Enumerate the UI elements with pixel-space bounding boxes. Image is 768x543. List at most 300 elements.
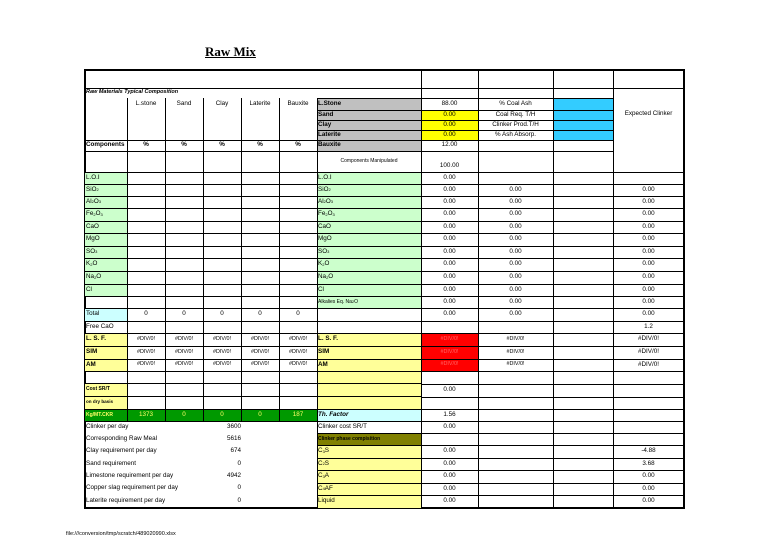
modulus-manip-label-2: AM	[317, 359, 421, 371]
modulus-label-0: L. S. F.	[85, 333, 127, 346]
material-cell	[279, 184, 317, 196]
oxide-expected-3: 0.00	[642, 210, 655, 218]
modulus-value-3: #DIV/0!	[251, 348, 269, 355]
oxide-expected-5: 0.00	[642, 235, 655, 243]
modulus-value-2: #DIV/0!	[213, 348, 231, 355]
material-cell	[165, 196, 203, 208]
grid-line	[85, 409, 421, 410]
total-manip: 0.00	[443, 310, 456, 318]
grid-line	[421, 271, 684, 272]
oxide-clinker-8: 0.00	[509, 273, 522, 281]
total-expected: 0.00	[642, 310, 655, 318]
modulus-value-0: #DIV/0!	[137, 361, 155, 368]
grid-line	[421, 445, 684, 446]
grid-line	[85, 333, 421, 334]
grid-line	[317, 120, 613, 121]
blank-cell	[613, 70, 684, 88]
oxide-value-1: 0.00	[443, 185, 456, 193]
grid-line	[317, 151, 613, 152]
oxide-value-4: 0.00	[443, 222, 456, 230]
phase-value-3: 0.00	[443, 484, 456, 492]
oxide-label-9: Cl	[85, 284, 127, 296]
coal-value-1	[553, 110, 613, 120]
feed-value-2: 0.00	[421, 120, 478, 130]
oxide-manip-label-7: K 2 O	[317, 258, 421, 271]
material-cell	[241, 233, 279, 246]
modulus-value-0: #DIV/0!	[137, 348, 155, 355]
coal-label-1: Coal Req. T/H	[495, 110, 536, 118]
modulus-manip-1: #DIV/0!	[421, 346, 478, 359]
material-cell	[165, 284, 203, 296]
oxide-label-7: K 2 O	[85, 258, 127, 271]
oxide-label-3: Fe 2 O 3	[85, 208, 127, 221]
modulus-value-1: #DIV/0!	[175, 348, 193, 355]
phase-label-0: C 3 S	[317, 445, 421, 458]
oxide-expected-4: 0.00	[642, 222, 655, 230]
grid-line	[317, 98, 613, 99]
oxide-label-2: Al 2 O 3	[85, 196, 127, 208]
grid-line	[165, 98, 166, 421]
material-cell	[165, 296, 203, 308]
modulus-value-1: #DIV/0!	[175, 335, 193, 342]
modulus-label-2: AM	[85, 359, 127, 371]
kg-value-1: 0	[165, 409, 203, 421]
oxide-label-8: Na 2 O	[85, 271, 127, 284]
coal-label-4	[478, 140, 553, 151]
grid-line	[85, 246, 421, 247]
material-cell	[279, 172, 317, 184]
grid-line	[85, 321, 421, 322]
oxide-manip-label-8: Na 2 O	[317, 271, 421, 284]
modulus-manip-0: #DIV/0!	[421, 333, 478, 346]
material-header-sand: Sand	[176, 99, 192, 107]
requirement-value-2: 674	[230, 447, 241, 455]
grid-line	[421, 470, 684, 471]
material-cell	[127, 221, 165, 233]
requirement-label-4: Limestone requirement per day	[86, 472, 174, 480]
oxide-manip-label-1: SiO 2	[317, 184, 421, 196]
grid-line	[85, 421, 421, 422]
grid-line	[421, 433, 684, 434]
requirement-value-0: 3600	[226, 422, 241, 430]
th-factor-label: Th. Factor	[317, 409, 421, 421]
oxide-label-6: SO 3	[85, 246, 127, 258]
material-cell	[165, 233, 203, 246]
phase-label-1: C 2 S	[317, 458, 421, 470]
oxide-clinker-4: 0.00	[509, 222, 522, 230]
oxide-expected-7: 0.00	[642, 260, 655, 268]
grid-line	[613, 70, 614, 508]
phase-caption: Clinker phase compisition	[317, 433, 421, 445]
oxide-value-7: 0.00	[443, 260, 456, 268]
material-cell	[241, 258, 279, 271]
feed-name-3: Laterite	[317, 130, 421, 140]
requirement-label-5: Copper slag requirement per day	[86, 484, 179, 492]
phase-expected-3: 0.00	[642, 484, 655, 492]
clinker-cost-label: Clinker cost SR/T	[318, 422, 367, 430]
requirement-value-4: 4942	[226, 472, 241, 480]
total-value-3: 0	[258, 310, 262, 318]
grid-line	[85, 172, 421, 173]
modulus-value-4: #DIV/0!	[289, 361, 307, 368]
material-cell	[203, 271, 241, 284]
material-cell	[279, 196, 317, 208]
oxide-clinker-3: 0.00	[509, 210, 522, 218]
clinker-ignited-header	[478, 70, 553, 88]
material-cell	[165, 208, 203, 221]
oxide-manip-label-2: Al 2 O 3	[317, 196, 421, 208]
material-cell	[127, 246, 165, 258]
material-cell	[203, 184, 241, 196]
grid-line	[317, 110, 613, 111]
oxide-manip-label-10: Alkalies Eq. Na 2 O	[317, 296, 421, 308]
total-value-1: 0	[182, 310, 186, 318]
oxide-expected-8: 0.00	[642, 273, 655, 281]
oxide-value-3: 0.00	[443, 210, 456, 218]
feed-value-1: 0.00	[421, 110, 478, 120]
material-cell	[279, 296, 317, 308]
cost-label: Cost SR/T	[85, 383, 127, 396]
grid-line	[421, 296, 684, 297]
oxide-value-10: 0.00	[443, 297, 456, 305]
oxide-clinker-2: 0.00	[509, 197, 522, 205]
oxide-clinker-5: 0.00	[509, 235, 522, 243]
material-cell	[203, 233, 241, 246]
coal-value-3	[553, 130, 613, 140]
manipulated-total: 100.00	[439, 162, 460, 170]
grid-line	[85, 271, 421, 272]
oxide-label-10	[85, 296, 127, 308]
free-cao-value: 1.2	[644, 322, 653, 330]
grid-line	[241, 98, 242, 421]
grid-line	[421, 284, 684, 285]
modulus-value-1: #DIV/0!	[175, 361, 193, 368]
type-label	[421, 70, 478, 88]
grid-line	[317, 130, 613, 131]
grid-line	[85, 196, 421, 197]
material-header-laterite: Laterite	[249, 99, 271, 107]
expected-clinker-header: Expected Clinker	[624, 109, 673, 117]
phase-expected-0: -4.88	[641, 447, 656, 455]
oxide-manip-label-6: SO 3	[317, 246, 421, 258]
grid-line	[553, 70, 554, 508]
modulus-value-2: #DIV/0!	[213, 335, 231, 342]
grid-line	[85, 208, 421, 209]
oxide-value-9: 0.00	[443, 285, 456, 293]
grid-line	[317, 495, 421, 496]
components-label: Components	[86, 141, 125, 149]
modulus-expected-2: #DIV/0!	[638, 360, 659, 368]
phase-label-4: Liquid	[317, 495, 421, 508]
grid-line	[421, 208, 684, 209]
material-cell	[279, 221, 317, 233]
oxide-label-0: L.O.I	[85, 172, 127, 184]
material-cell	[127, 271, 165, 284]
material-cell	[241, 208, 279, 221]
kg-value-2: 0	[203, 409, 241, 421]
pct-header-0: %	[143, 141, 149, 149]
modulus-label-1: SIM	[85, 346, 127, 359]
material-cell	[165, 246, 203, 258]
grid-line	[85, 221, 421, 222]
grid-line	[421, 495, 684, 496]
grid-line	[85, 184, 421, 185]
oxide-label-4: CaO	[85, 221, 127, 233]
grid-line	[317, 445, 421, 446]
grid-line	[421, 333, 684, 334]
material-cell	[279, 284, 317, 296]
grid-line	[317, 433, 421, 434]
material-cell	[203, 258, 241, 271]
grid-line	[421, 196, 684, 197]
phase-expected-2: 0.00	[642, 472, 655, 480]
kg-value-0: 1373	[127, 409, 165, 421]
material-cell	[279, 258, 317, 271]
grid-line	[421, 421, 684, 422]
oxide-clinker-0	[478, 172, 553, 184]
material-cell	[165, 258, 203, 271]
oxide-manip-label-3: Fe 2 O 3	[317, 208, 421, 221]
pct-header-4: %	[295, 141, 301, 149]
kg-value-4: 187	[279, 409, 317, 421]
oxide-value-6: 0.00	[443, 247, 456, 255]
material-header-clay: Clay	[215, 99, 229, 107]
material-cell	[127, 172, 165, 184]
oxide-clinker-7: 0.00	[509, 260, 522, 268]
grid-line	[85, 359, 421, 360]
grid-line	[85, 284, 421, 285]
oxide-clinker-6: 0.00	[509, 247, 522, 255]
grid-line	[421, 246, 684, 247]
requirement-value-6: 0	[237, 496, 241, 504]
coal-label-0: % Coal Ash	[499, 99, 532, 107]
grid-line	[317, 470, 421, 471]
grid-line	[421, 397, 684, 398]
grid-line	[85, 346, 421, 347]
modulus-value-3: #DIV/0!	[251, 361, 269, 368]
grid-line	[317, 458, 421, 459]
grid-line	[85, 88, 684, 89]
grid-line	[317, 483, 421, 484]
feed-name-2: Clay	[317, 120, 421, 130]
grid-line	[317, 140, 613, 141]
material-header-bauxite: Bauxite	[287, 99, 309, 107]
phase-value-0: 0.00	[443, 447, 456, 455]
material-cell	[203, 246, 241, 258]
total-clinker: 0.00	[509, 310, 522, 318]
material-cell	[203, 221, 241, 233]
oxide-expected-2: 0.00	[642, 197, 655, 205]
modulus-expected-1: #DIV/0!	[638, 348, 659, 356]
oxide-manip-label-4: CaO	[317, 221, 421, 233]
grid-line	[421, 384, 684, 385]
feed-name-0: L.Stone	[317, 98, 421, 110]
material-cell	[165, 271, 203, 284]
phase-value-2: 0.00	[443, 472, 456, 480]
grid-line	[85, 296, 421, 297]
oxide-expected-9: 0.00	[642, 285, 655, 293]
oxide-clinker-10: 0.00	[509, 297, 522, 305]
grid-line	[85, 308, 421, 309]
oxide-expected-1: 0.00	[642, 185, 655, 193]
typical-composition-caption: Raw Materials Typical Composition	[86, 89, 179, 96]
grid-line	[421, 483, 684, 484]
material-cell	[279, 271, 317, 284]
modulus-value-0: #DIV/0!	[137, 335, 155, 342]
oxide-value-0: 0.00	[443, 173, 456, 181]
material-cell	[203, 172, 241, 184]
grid-line	[85, 396, 421, 397]
material-cell	[241, 221, 279, 233]
material-cell	[203, 296, 241, 308]
grid-line	[478, 70, 479, 508]
modulus-manip-label-1: SIM	[317, 346, 421, 359]
grid-line	[421, 359, 684, 360]
material-cell	[203, 284, 241, 296]
grid-line	[421, 221, 684, 222]
oxide-expected-10: 0.00	[642, 297, 655, 305]
grid-line	[421, 233, 684, 234]
footer-file-path: file:///conversion/tmp/scratch/489020990.xlsx	[66, 531, 176, 537]
material-cell	[127, 284, 165, 296]
requirement-value-1: 5616	[226, 435, 241, 443]
yellow-block	[317, 371, 421, 410]
coal-value-4	[553, 140, 613, 151]
oxide-manip-label-9: Cl	[317, 284, 421, 296]
feed-name-4: Bauxite	[317, 140, 421, 151]
pct-header-3: %	[257, 141, 263, 149]
material-cell	[241, 246, 279, 258]
grid-line	[127, 98, 128, 421]
grid-line	[85, 258, 421, 259]
coal-label-3: % Ash Absorp.	[495, 130, 536, 138]
material-cell	[165, 221, 203, 233]
material-cell	[241, 296, 279, 308]
feed-value-0: 88.00	[441, 99, 458, 107]
material-cell	[165, 172, 203, 184]
oxide-label-1: SiO 2	[85, 184, 127, 196]
grid-line	[85, 233, 421, 234]
modulus-expected-0: #DIV/0!	[638, 335, 659, 343]
material-cell	[203, 196, 241, 208]
modulus-manip-label-0: L. S. F.	[317, 333, 421, 346]
coal-label-2: Clinker Prod.T/H	[492, 120, 539, 128]
material-cell	[127, 233, 165, 246]
modulus-value-4: #DIV/0!	[289, 348, 307, 355]
material-cell	[279, 208, 317, 221]
requirement-label-1: Corresponding Raw Meal	[86, 435, 158, 443]
components-manipulated: Components Manipulated	[340, 158, 398, 164]
clinker-cost-value: 0.00	[443, 422, 456, 430]
th-factor-value: 1.56	[443, 410, 456, 418]
grid-line	[421, 308, 684, 309]
grid-line	[421, 70, 422, 508]
material-cell	[241, 196, 279, 208]
coal-value-0	[553, 98, 613, 110]
modulus-value-2: #DIV/0!	[213, 361, 231, 368]
modulus-clinker-2: #DIV/0!	[506, 361, 525, 368]
free-cao-label: Free CaO	[86, 322, 114, 330]
requirement-label-3: Sand requirement	[86, 459, 137, 467]
grid-line	[421, 321, 684, 322]
grid-line	[421, 172, 684, 173]
oxide-clinker-1: 0.00	[509, 185, 522, 193]
requirement-label-6: Laterite requirement per day	[86, 496, 166, 504]
oxide-expected-0	[613, 172, 684, 184]
grid-line	[421, 371, 684, 372]
kg-label: Kg/MT.CKR	[85, 409, 127, 421]
material-cell	[203, 208, 241, 221]
dry-basis-label: on dry basis	[85, 396, 127, 409]
modulus-clinker-1: #DIV/0!	[506, 348, 525, 355]
requirement-value-3: 0	[237, 459, 241, 467]
grid-line	[421, 184, 684, 185]
oxide-manip-label-0: L.O.I	[317, 172, 421, 184]
modulus-manip-2: #DIV/0!	[421, 359, 478, 371]
material-cell	[279, 246, 317, 258]
material-cell	[127, 258, 165, 271]
oxide-value-8: 0.00	[443, 273, 456, 281]
phase-label-3: C 4 AF	[317, 483, 421, 495]
pct-header-1: %	[181, 141, 187, 149]
feed-value-4: 12.00	[441, 141, 458, 149]
grid-line	[421, 258, 684, 259]
material-cell	[241, 172, 279, 184]
grid-line	[421, 409, 684, 410]
kg-value-3: 0	[241, 409, 279, 421]
modulus-clinker-0: #DIV/0!	[506, 335, 525, 342]
grid-line	[203, 98, 204, 421]
material-cell	[165, 184, 203, 196]
material-cell	[127, 184, 165, 196]
total-value-4: 0	[296, 310, 300, 318]
material-cell	[241, 184, 279, 196]
pct-header-2: %	[219, 141, 225, 149]
coal-ash-asa-header	[553, 70, 613, 88]
phase-value-4: 0.00	[443, 497, 456, 505]
total-value-2: 0	[220, 310, 224, 318]
oxide-clinker-9: 0.00	[509, 285, 522, 293]
requirement-value-5: 0	[237, 484, 241, 492]
material-cell	[127, 208, 165, 221]
page-title: Raw Mix	[205, 44, 256, 59]
phase-label-2: C 3 A	[317, 470, 421, 483]
modulus-value-4: #DIV/0!	[289, 335, 307, 342]
oxide-value-2: 0.00	[443, 197, 456, 205]
total-label: Total	[85, 308, 127, 321]
grid-line	[421, 346, 684, 347]
grid-line	[317, 98, 318, 508]
grid-line	[85, 371, 421, 372]
oxide-value-5: 0.00	[443, 235, 456, 243]
material-cell	[241, 284, 279, 296]
oxide-expected-6: 0.00	[642, 247, 655, 255]
coal-value-2	[553, 120, 613, 130]
material-header-lstone: L.stone	[135, 99, 157, 107]
material-cell	[127, 196, 165, 208]
grid-line	[421, 458, 684, 459]
requirement-label-2: Clay requirement per day	[86, 447, 157, 455]
material-cell	[279, 233, 317, 246]
total-value-0: 0	[144, 310, 148, 318]
oxide-manip-label-5: MgO	[317, 233, 421, 246]
grid-line	[279, 98, 280, 421]
requirement-label-0: Clinker per day	[86, 422, 129, 430]
grid-line	[85, 383, 421, 384]
phase-value-1: 0.00	[443, 459, 456, 467]
modulus-value-3: #DIV/0!	[251, 335, 269, 342]
material-cell	[241, 271, 279, 284]
